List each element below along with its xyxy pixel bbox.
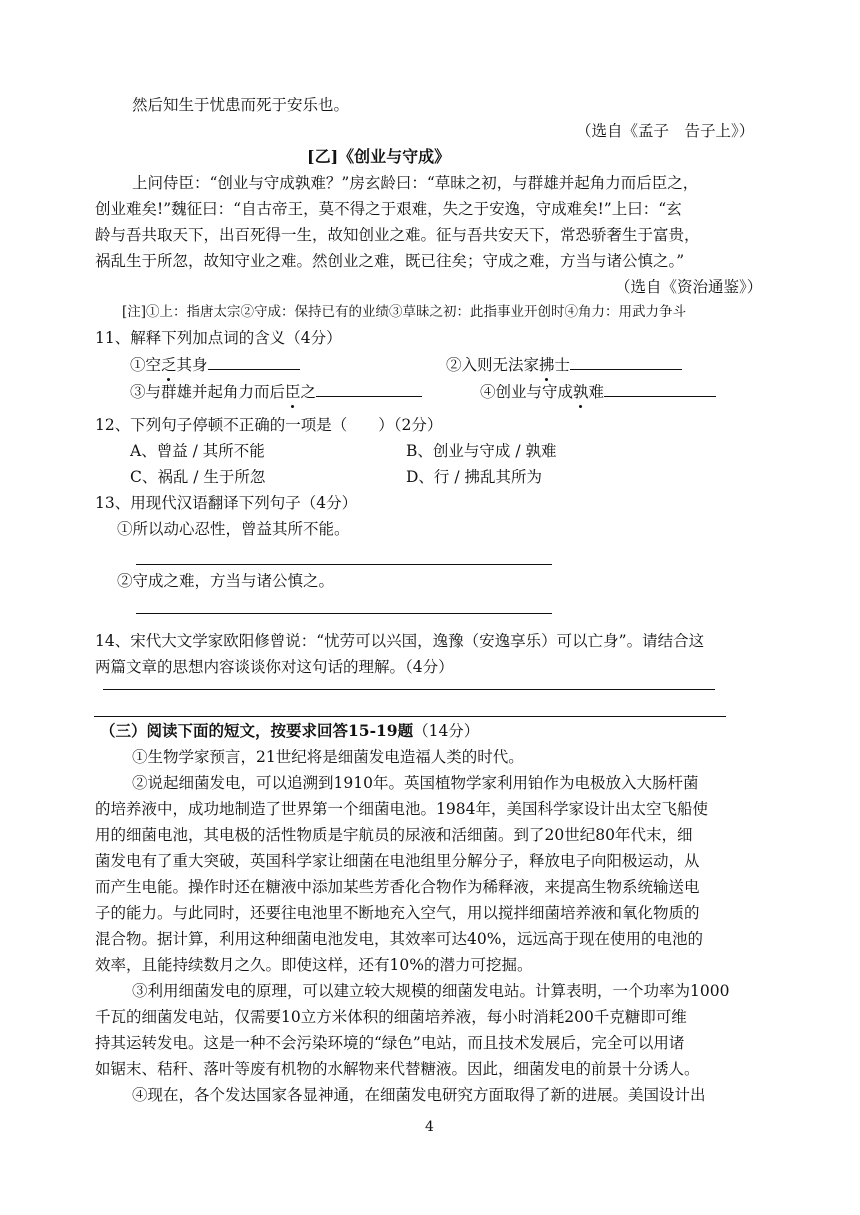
jia-source: （选自《孟子 告子上》） [576, 122, 755, 140]
q13-stem: 13、用现代汉语翻译下列句子（4分） [95, 494, 358, 512]
q12-option-c: C、祸乱 / 生于所忽 [130, 468, 266, 486]
passage-para-3-line-2: 千瓦的细菌发电站，仅需要10立方米体积的细菌培养液，每小时消耗200千克糖即可维 [95, 1008, 687, 1026]
answer-line[interactable] [103, 689, 715, 690]
passage-para-2-line-6: 子的能力。与此同时，还要往电池里不断地充入空气，用以搅拌细菌培养液和氧化物质的 [95, 904, 700, 922]
yi-line-1: 上问侍臣：“创业与守成孰难？”房玄龄曰：“草昧之初，与群雄并起角力而后臣之， [132, 174, 699, 192]
passage-para-1: ①生物学家预言，21世纪将是细菌发电造福人类的时代。 [132, 748, 524, 766]
answer-line[interactable] [136, 564, 552, 565]
dotted-char: 孰 [573, 383, 589, 401]
passage-para-2-line-3: 用的细菌电池，其电极的活性物质是宇航员的尿液和活细菌。到了20世纪80年代末，细 [95, 826, 693, 844]
q11-item-1: ①空乏其身 [130, 353, 300, 376]
section-3-heading: （三）阅读下面的短文，按要求回答15-19题（14分） [100, 721, 480, 740]
q11-stem: 11、解释下列加点词的含义（4分） [95, 329, 342, 347]
q14-line-1: 14、宋代大文学家欧阳修曾说：“忧劳可以兴国，逸豫（安逸享乐）可以亡身”。请结合这 [95, 632, 705, 650]
answer-line[interactable] [136, 613, 552, 614]
yi-line-3: 龄与吾共取天下，出百死得一生，故知创业之难。征与吾共安天下，常恐骄奢生于富贵， [95, 226, 700, 244]
q12-stem: 12、下列句子停顿不正确的一项是（ ）（2分） [95, 416, 443, 434]
answer-line[interactable] [94, 716, 726, 717]
passage-para-2-line-4: 菌发电有了重大突破，英国科学家让细菌在电池组里分解分子，释放电子向阳极运动，从 [95, 852, 700, 870]
q13-sentence-1: ①所以动心忍性，曾益其所不能。 [117, 520, 350, 538]
q14-line-2: 两篇文章的思想内容谈谈你对这句话的理解。（4分） [95, 658, 454, 676]
yi-line-2: 创业难矣!”魏征曰：“自古帝王，莫不得之于艰难，失之于安逸，守成难矣!”上曰：“玄 [95, 200, 682, 218]
yi-title: [乙]《创业与守成》 [307, 147, 451, 166]
q12-option-a: A、曾益 / 其所不能 [130, 442, 265, 460]
answer-blank[interactable] [316, 380, 422, 397]
dotted-char: 拂 [539, 356, 555, 374]
passage-para-2-line-1: ②说起细菌发电，可以追溯到1910年。英国植物学家利用铂作为电极放入大肠杆菌 [132, 774, 699, 792]
passage-para-3-line-4: 如锯末、秸秆、落叶等废有机物的水解物来代替糖液。因此，细菌发电的前景十分诱人。 [95, 1060, 700, 1078]
answer-blank[interactable] [570, 353, 682, 370]
q11-item-3: ③与群雄并起角力而后臣之 [130, 380, 422, 403]
dotted-char: 臣 [285, 383, 301, 401]
yi-source: （选自《资治通鉴》） [615, 278, 763, 296]
answer-blank[interactable] [208, 353, 300, 370]
passage-para-3-line-3: 持其运转发电。这是一种不会污染环境的“绿色”电站，而且技术发展后，完全可以用诸 [95, 1034, 685, 1052]
q11-item-4: ④创业与守成孰难 [480, 380, 716, 403]
answer-blank[interactable] [604, 380, 716, 397]
dotted-char: 乏 [161, 356, 177, 374]
passage-para-2-line-8: 效率，且能持续数月之久。即使这样，还有10%的潜力可挖掘。 [95, 956, 533, 974]
passage-para-2-line-5: 而产生电能。操作时还在糖液中添加某些芳香化合物作为稀释液，来提高生物系统输送电 [95, 878, 700, 896]
yi-line-4: 祸乱生于所忽，故知守业之难。然创业之难，既已往矣；守成之难，方当与诸公慎之。” [95, 252, 685, 270]
passage-para-3-line-1: ③利用细菌发电的原理，可以建立较大规模的细菌发电站。计算表明，一个功率为1000 [132, 982, 730, 1000]
q12-option-b: B、创业与守成 / 孰难 [406, 442, 557, 460]
annotation-note: [注]①上：指唐太宗②守成：保持已有的业绩③草昧之初：此指事业开创时④角力：用武力争斗 [122, 304, 687, 320]
q12-option-d: D、行 / 拂乱其所为 [406, 468, 543, 486]
passage-para-2-line-7: 混合物。据计算，利用这种细菌电池发电，其效率可达40%，远远高于现在使用的电池的 [95, 930, 703, 948]
passage-para-4-line-1: ④现在，各个发达国家各显神通，在细菌发电研究方面取得了新的进展。美国设计出 [132, 1086, 706, 1104]
q11-item-2: ②入则无法家拂士 [446, 353, 682, 376]
passage-para-2-line-2: 的培养液中，成功地制造了世界第一个细菌电池。1984年，美国科学家设计出太空飞船使 [95, 800, 708, 818]
jia-last-line: 然后知生于忧患而死于安乐也。 [132, 96, 350, 114]
q13-sentence-2: ②守成之难，方当与诸公慎之。 [117, 572, 335, 590]
page-number: 4 [425, 1119, 434, 1135]
